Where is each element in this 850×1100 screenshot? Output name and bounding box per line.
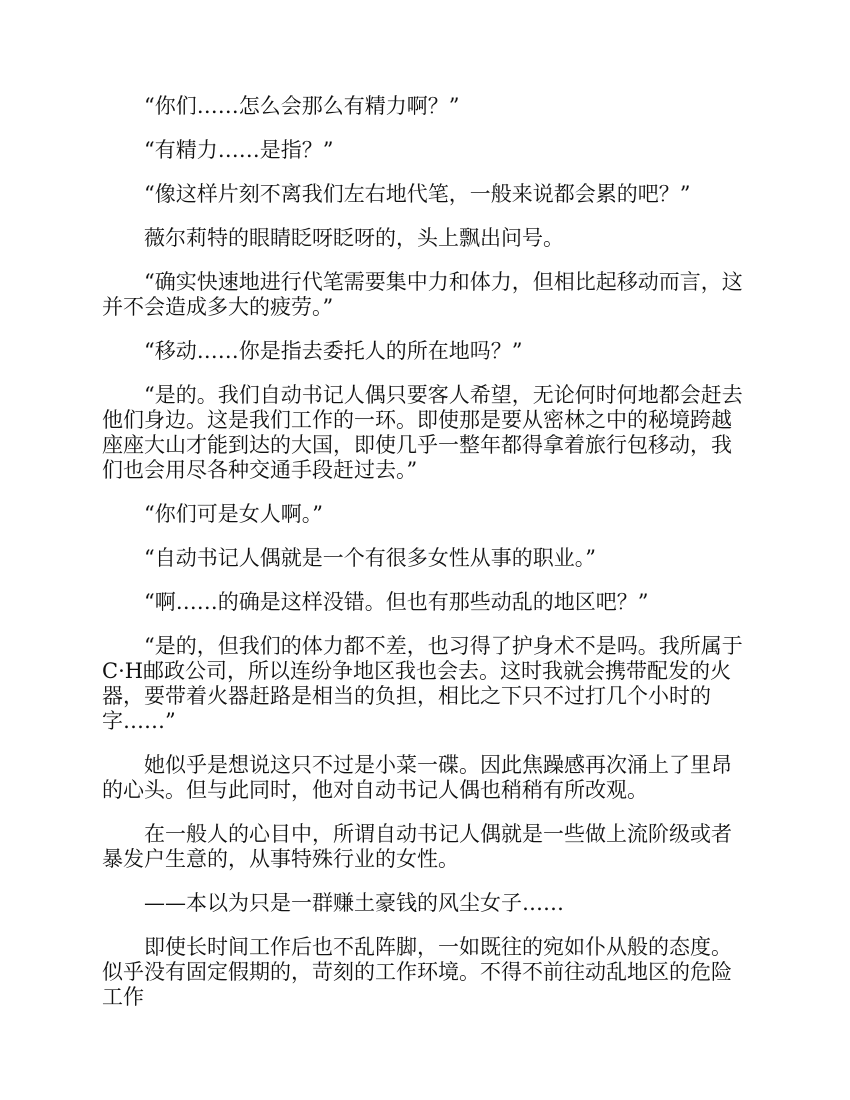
paragraph-6: “移动……你是指去委托人的所在地吗？” [144,339,523,363]
paragraph-4: 薇尔莉特的眼睛眨呀眨呀的，头上飘出问号。 [144,226,564,250]
paragraph-7: “是的。我们自动书记人偶只要客人希望，无论何时何地都会赶去他们身边。这是我们工作的一环。即使那是要从密林之中的秘境跨越座座大山才能到达的大国，即使几乎一整年都得拿着旅行包移动，我们也会用尽各种交通手段赶过去。” [102,383,743,482]
paragraph-1: “你们……怎么会那么有精力啊？” [144,94,460,118]
paragraph-13: 在一般人的心目中，所谓自动书记人偶就是一些做上流阶级或者暴发户生意的，从事特殊行业的女性。 [102,822,732,871]
paragraph-14: ——本以为只是一群赚土豪钱的风尘女子…… [144,891,564,915]
document-page [102,94,750,1029]
paragraph-8: “你们可是女人啊。” [144,502,323,526]
paragraph-3: “像这样片刻不离我们左右地代笔，一般来说都会累的吧？” [144,182,691,206]
paragraph-12: 她似乎是想说这只不过是小菜一碟。因此焦躁感再次涌上了里昂的心头。但与此同时，他对自动书记人偶也稍稍有所改观。 [102,753,732,802]
paragraph-10: “啊……的确是这样没错。但也有那些动乱的地区吧？” [144,590,649,614]
paragraph-5: “确实快速地进行代笔需要集中力和体力，但相比起移动而言，这并不会造成多大的疲劳。” [102,270,743,319]
paragraph-9: “自动书记人偶就是一个有很多女性从事的职业。” [144,546,596,570]
paragraph-2: “有精力……是指？” [144,138,334,162]
paragraph-15: 即使长时间工作后也不乱阵脚，一如既往的宛如仆从般的态度。似乎没有固定假期的，苛刻的工作环境。不得不前往动乱地区的危险工作 [102,935,732,1009]
paragraph-11: “是的，但我们的体力都不差，也习得了护身术不是吗。我所属于C·H邮政公司，所以连纷争地区我也会去。这时我就会携带配发的火器，要带着火器赶路是相当的负担，相比之下只不过打几个小时的字……” [102,634,743,733]
